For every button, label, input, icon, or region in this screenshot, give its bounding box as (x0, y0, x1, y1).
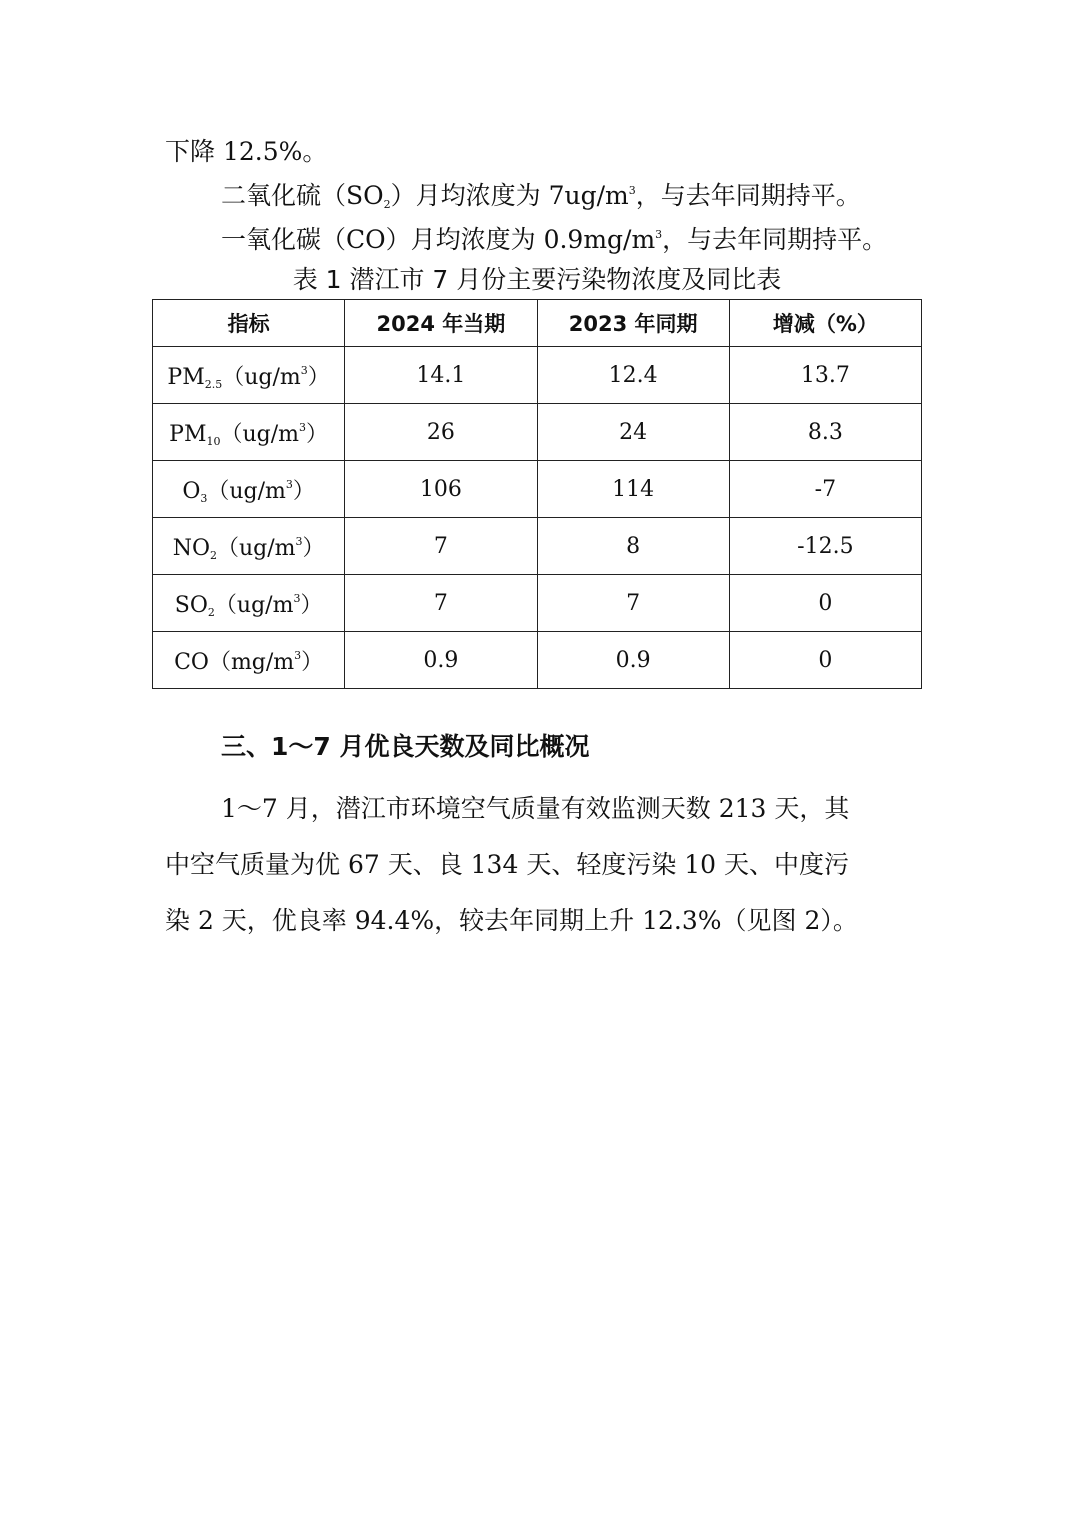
header-indicator: 指标 (153, 300, 345, 347)
table-header-row (153, 300, 922, 347)
table-row (153, 347, 922, 404)
so2-superscript: 3 (628, 184, 636, 197)
header-2023: 2023 年同期 (537, 300, 729, 347)
value-2023-cell: 0.9 (537, 632, 729, 689)
so2-text-pre: 二氧化硫（SO (221, 181, 384, 210)
so2-text-post: ，与去年同期持平。 (635, 181, 861, 210)
indicator-subscript: 10 (206, 434, 221, 448)
indicator-unit-close: ） (307, 364, 330, 390)
value-2024-cell: 106 (345, 461, 537, 518)
change-percent-cell: -12.5 (729, 518, 921, 575)
value-2023-cell: 114 (537, 461, 729, 518)
section-body (165, 781, 913, 949)
indicator-name: NO (172, 535, 210, 561)
indicator-unit: （ug/m (222, 364, 301, 390)
indicator-cell (153, 347, 345, 404)
indicator-unit-superscript: 3 (300, 363, 308, 377)
section-heading: 三、1～7 月优良天数及同比概况 (221, 732, 590, 761)
indicator-unit: （ug/m (217, 535, 296, 561)
header-2024: 2024 年当期 (345, 300, 537, 347)
indicator-unit-superscript: 3 (294, 648, 302, 662)
indicator-unit-superscript: 3 (295, 534, 303, 548)
value-2024-cell: 7 (345, 575, 537, 632)
change-percent-cell: 13.7 (729, 347, 921, 404)
indicator-unit: （mg/m (208, 649, 295, 675)
indicator-unit-superscript: 3 (299, 420, 307, 434)
indicator-cell (153, 575, 345, 632)
indicator-unit: （ug/m (220, 421, 300, 447)
table-row (153, 632, 922, 689)
indicator-subscript: 3 (200, 491, 208, 505)
indicator-unit-close: ） (300, 592, 323, 618)
indicator-unit-close: ） (301, 649, 324, 675)
table-row (153, 461, 922, 518)
indicator-unit-superscript: 3 (285, 477, 293, 491)
co-text-post: ，与去年同期持平。 (662, 225, 888, 254)
section-body-line: 染 2 天，优良率 94.4%，较去年同期上升 12.3%（见图 2）。 (165, 906, 858, 935)
so2-text-mid: ）月均浓度为 7ug/m (390, 181, 629, 210)
indicator-cell (153, 632, 345, 689)
indicator-name: O (182, 478, 201, 504)
so2-subscript: 2 (383, 198, 391, 211)
value-2023-cell: 7 (537, 575, 729, 632)
indicator-cell (153, 404, 345, 461)
header-change: 增减（%） (729, 300, 921, 347)
change-percent-cell: -7 (729, 461, 921, 518)
change-percent-cell: 0 (729, 632, 921, 689)
table-caption: 表 1 潜江市 7 月份主要污染物浓度及同比表 (292, 265, 782, 294)
indicator-subscript: 2 (207, 605, 215, 619)
section-body-line: 1～7 月，潜江市环境空气质量有效监测天数 213 天，其 (221, 794, 850, 823)
indicator-name: CO (174, 649, 209, 675)
indicator-name: PM (169, 421, 207, 447)
table-row (153, 518, 922, 575)
intro-line-1-text: 下降 12.5%。 (165, 137, 328, 166)
indicator-unit-close: ） (306, 421, 329, 447)
indicator-unit-close: ） (302, 535, 325, 561)
pollutant-table (152, 299, 922, 689)
value-2024-cell: 7 (345, 518, 537, 575)
co-sentence (221, 214, 913, 266)
section-body-line: 中空气质量为优 67 天、良 134 天、轻度污染 10 天、中度污 (165, 850, 850, 879)
indicator-unit: （ug/m (207, 478, 286, 504)
table-row (153, 404, 922, 461)
indicator-subscript: 2 (210, 548, 217, 562)
table-body (153, 347, 922, 689)
co-superscript: 3 (655, 228, 663, 241)
value-2024-cell: 26 (345, 404, 537, 461)
indicator-cell (153, 518, 345, 575)
table-row (153, 575, 922, 632)
indicator-unit-superscript: 3 (293, 591, 301, 605)
change-percent-cell: 0 (729, 575, 921, 632)
co-text-pre: 一氧化碳（CO）月均浓度为 0.9mg/m (221, 225, 656, 254)
value-2023-cell: 12.4 (537, 347, 729, 404)
indicator-unit-close: ） (292, 478, 315, 504)
indicator-cell (153, 461, 345, 518)
change-percent-cell: 8.3 (729, 404, 921, 461)
value-2023-cell: 8 (537, 518, 729, 575)
indicator-name: PM (167, 364, 205, 390)
indicator-subscript: 2.5 (204, 377, 223, 391)
value-2023-cell: 24 (537, 404, 729, 461)
indicator-unit: （ug/m (214, 592, 294, 618)
value-2024-cell: 0.9 (345, 632, 537, 689)
indicator-name: SO (174, 592, 208, 618)
value-2024-cell: 14.1 (345, 347, 537, 404)
